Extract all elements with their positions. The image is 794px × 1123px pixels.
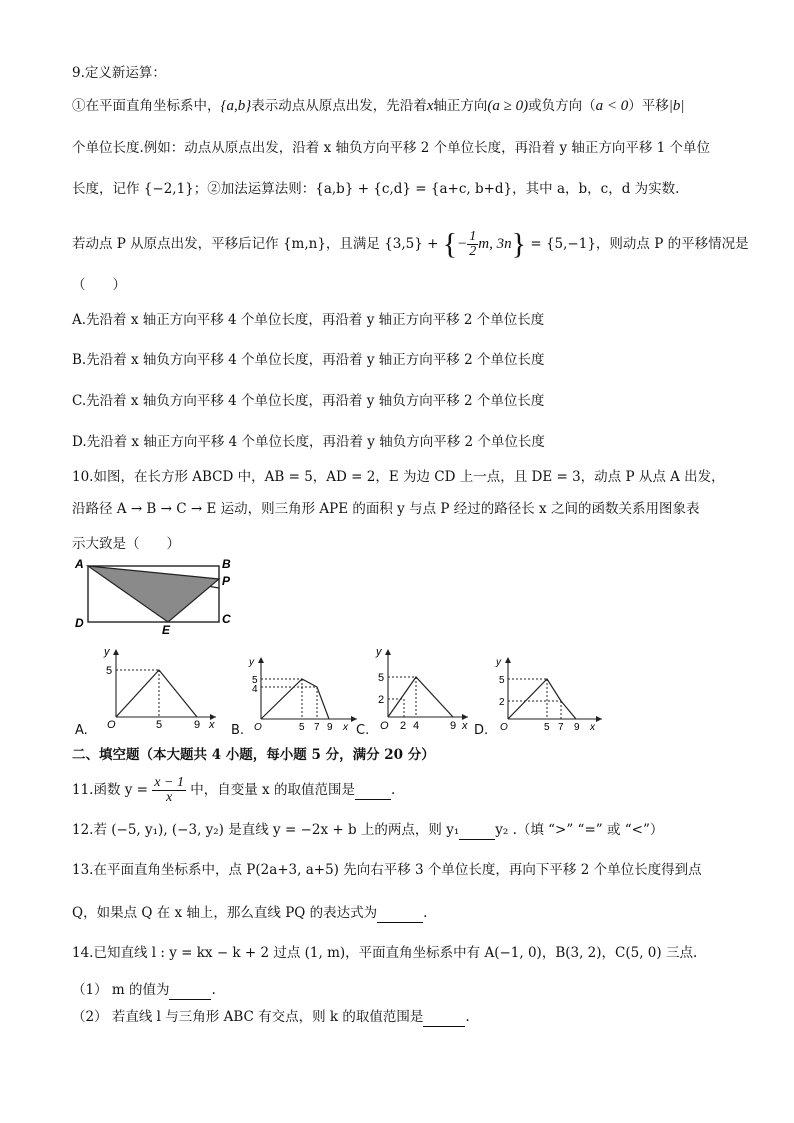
- q9-line1-g: 或负方向（: [528, 98, 596, 114]
- q13-l2b: .: [423, 905, 428, 921]
- q13-line2: [72, 904, 427, 923]
- graph-b-y-label: y: [249, 657, 254, 668]
- q11-a: 11.函数 y =: [72, 782, 148, 798]
- graph-c-ytick: 2: [378, 694, 385, 706]
- q11-blank[interactable]: [355, 781, 391, 800]
- q9-fraction: [467, 230, 478, 259]
- q9-line4: 若动点 P 从原点出发，平移后记作 {m,n}，且满足 {3,5} + {− $\frac{1}{2}$ m, 3n} = {5,−1}，则动点 P 的平移情况是: [72, 227, 749, 261]
- q9-line1-f: (a ≥ 0): [487, 98, 529, 114]
- q14-s1b: .: [211, 982, 216, 998]
- graph-a-option-label: A.: [75, 723, 88, 738]
- q11-fraction: [152, 776, 186, 805]
- graph-a-curve: [116, 670, 197, 717]
- label-b: B: [222, 557, 231, 571]
- label-p: P: [222, 574, 231, 588]
- q9-line4-c: = {5,−1}，则动点 P 的平移情况是: [530, 236, 749, 252]
- label-a: A: [75, 557, 84, 571]
- q10-line2: 沿路径 A → B → C → E 运动，则三角形 APE 的面积 y 与点 P 经过的路径长 x 之间的函数关系用图象表: [72, 501, 700, 517]
- label-e: E: [162, 623, 171, 637]
- q9-line4-a: 若动点 P 从原点出发，平移后记作 {m,n}，且满足 {3,5} +: [72, 236, 439, 252]
- graph-d-curve: [508, 679, 576, 719]
- graph-c-x-label: x: [462, 720, 468, 732]
- graph-b: [245, 653, 363, 735]
- graph-c-xtick: 9: [450, 720, 457, 732]
- graph-c-y-label: y: [376, 646, 382, 658]
- q11-b: 中，自变量 x 的取值范围是: [190, 782, 355, 798]
- graph-c-xtick: 2: [400, 720, 407, 732]
- q11-frac-num: x − 1: [154, 775, 184, 790]
- q9-frac-den: 2: [469, 244, 477, 259]
- q14-s2a: （2） 若直线 l 与三角形 ABC 有交点，则 k 的取值范围是: [72, 1009, 424, 1025]
- graph-c: [368, 645, 473, 735]
- q14-sub1: [72, 981, 216, 1000]
- q9-line1-b: {a,b}: [220, 98, 252, 114]
- graph-c-option-label: C.: [356, 723, 370, 738]
- q14-blank-2[interactable]: [423, 1008, 465, 1027]
- label-d: D: [75, 616, 84, 630]
- q12-b: y₂ .（填 “>” “=” 或 “<”）: [495, 822, 664, 838]
- graph-a-y-label: y: [104, 646, 110, 658]
- q11-frac-den: x: [166, 790, 173, 805]
- q9-line1-i: ）平移: [628, 98, 669, 114]
- graph-a-x-label: x: [209, 719, 215, 731]
- q11-c: .: [390, 782, 396, 798]
- q9-line1-h: a < 0: [595, 98, 629, 114]
- q14-s1a: （1） m 的值为: [72, 982, 170, 998]
- q10-line1: 10.如图，在长方形 ABCD 中，AB = 5，AD = 2，E 为边 CD 上一点，且 DE = 3，动点 P 从点 A 出发，: [72, 469, 725, 485]
- graph-d-y-label: y: [496, 657, 501, 668]
- q13-l2a: Q，如果点 Q 在 x 轴上，那么直线 PQ 的表达式为: [72, 905, 378, 921]
- graph-d-xtick: 9: [574, 722, 580, 733]
- q9-line2: 个单位长度.例如：动点从原点出发，沿着 x 轴负方向平移 2 个单位长度，再沿着 y 轴正方向平移 1 个单位: [72, 140, 711, 156]
- q9-line1-e: 轴正方向: [433, 98, 488, 114]
- q9-line1-d: x: [426, 98, 434, 114]
- q9-option-d: D.先沿着 x 轴正方向平移 4 个单位长度，再沿着 y 轴负方向平移 2 个单位长度: [72, 434, 545, 450]
- left-brace: {: [442, 227, 458, 261]
- q9-line1-j: |b|: [668, 98, 685, 114]
- q14-s2b: .: [465, 1009, 470, 1025]
- q9-line1-a: ①在平面直角坐标系中，: [72, 98, 221, 114]
- q14-blank-1[interactable]: [169, 981, 211, 1000]
- q12-a: 12.若 (−5, y₁), (−3, y₂) 是直线 y = −2x + b 上的两点，则 y₁: [72, 822, 460, 838]
- triangle-ape: [88, 566, 219, 622]
- graph-b-curve: [261, 679, 329, 719]
- graph-a-ytick: 5: [106, 665, 113, 677]
- q9-line4-b: m, 3n: [478, 236, 512, 252]
- q13-line1: 13.在平面直角坐标系中，点 P(2a+3, a+5) 先向右平移 3 个单位长度，再向下平移 2 个单位长度得到点: [72, 862, 702, 878]
- q13-blank[interactable]: [377, 904, 423, 923]
- q9-frac-num: 1: [469, 229, 477, 244]
- graph-a-xtick: 5: [156, 719, 163, 731]
- graph-b-ytick: 5: [252, 675, 258, 686]
- q14-sub2: [72, 1008, 470, 1027]
- right-brace: }: [511, 227, 527, 261]
- graph-b-x-label: x: [343, 722, 348, 733]
- q9-line1-c: 表示动点从原点出发，先沿着: [251, 98, 427, 114]
- q9-option-a: A.先沿着 x 轴正方向平移 4 个单位长度，再沿着 y 轴正方向平移 2 个单位长度: [72, 312, 545, 328]
- graph-c-xtick: 4: [413, 720, 420, 732]
- q14-line1: 14.已知直线 l : y = kx − k + 2 过点 (1, m)，平面直角坐标系中有 A(−1, 0)，B(3, 2)，C(5, 0) 三点.: [72, 945, 698, 961]
- graph-c-curve: [388, 677, 453, 717]
- graph-c-origin: O: [380, 720, 389, 732]
- graph-b-xtick: 5: [299, 722, 305, 733]
- q9-line3: 长度，记作 {−2,1}；②加法运算法则：{a,b} + {c,d} = {a+c, b+d}，其中 a，b，c，d 为实数.: [72, 181, 680, 197]
- graph-b-xtick: 9: [327, 722, 333, 733]
- graph-b-origin: O: [254, 722, 262, 733]
- q12-blank[interactable]: [459, 821, 495, 840]
- graph-d: [490, 653, 608, 735]
- section-fill-in-heading: 二、填空题（本大题共 4 小题，每小题 5 分，满分 20 分）: [72, 747, 435, 763]
- q9-option-b: B.先沿着 x 轴负方向平移 4 个单位长度，再沿着 y 轴正方向平移 2 个单位长度: [72, 352, 545, 368]
- graph-d-ytick: 2: [499, 697, 505, 708]
- graph-d-x-label: x: [590, 722, 595, 733]
- graph-c-ytick: 5: [378, 672, 385, 684]
- graph-a-xtick: 9: [194, 719, 201, 731]
- graph-d-origin: O: [500, 722, 508, 733]
- label-c: C: [222, 612, 231, 626]
- q9-answer-bracket: （ ）: [72, 277, 126, 293]
- graph-d-option-label: D.: [474, 723, 489, 738]
- q9-line1: [72, 97, 685, 115]
- q10-line3: 示大致是（ ）: [72, 536, 180, 552]
- graph-b-xtick: 7: [314, 722, 320, 733]
- graph-a: [92, 645, 220, 735]
- graph-b-ytick: 4: [252, 684, 258, 695]
- graph-b-option-label: B.: [231, 723, 245, 738]
- q12-line: [72, 821, 663, 840]
- q9-title: 9.定义新运算：: [72, 65, 166, 81]
- graph-a-origin: O: [107, 719, 116, 731]
- graph-d-xtick: 5: [544, 722, 550, 733]
- q11-line: [72, 776, 395, 805]
- graph-d-xtick: 7: [558, 722, 564, 733]
- graph-d-ytick: 5: [499, 675, 505, 686]
- rectangle-figure: [70, 555, 240, 637]
- q9-option-c: C.先沿着 x 轴负方向平移 4 个单位长度，再沿着 y 轴负方向平移 2 个单位长度: [72, 393, 545, 409]
